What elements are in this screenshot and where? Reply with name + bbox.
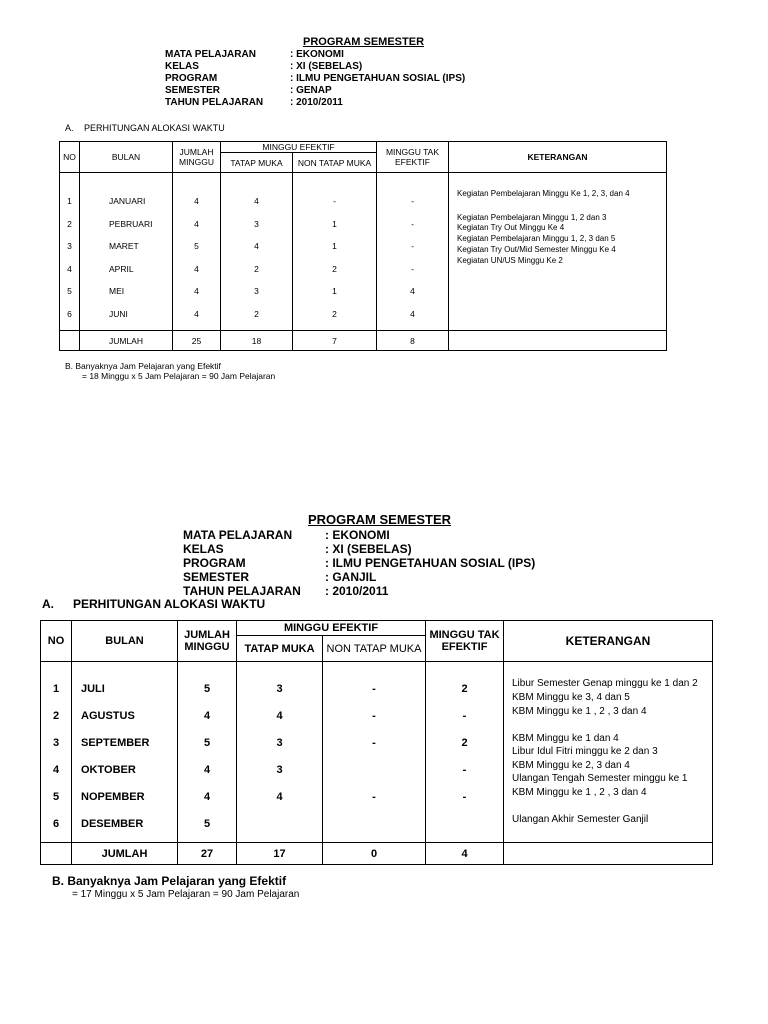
- meta-label: TAHUN PELAJARAN: [183, 584, 301, 598]
- cell-no: 2: [67, 218, 72, 229]
- meta-value: : 2010/2011: [325, 584, 389, 598]
- cell-jumlah: 5: [203, 682, 211, 695]
- col-tak-efektif: [426, 662, 504, 843]
- keterangan-text: Ulangan Tengah Semester minggu ke 1: [512, 773, 688, 784]
- note-formula: = 18 Minggu x 5 Jam Pelajaran = 90 Jam Pelajaran: [82, 371, 276, 381]
- header-line: JUMLAH: [179, 147, 214, 157]
- heading-text: PERHITUNGAN ALOKASI WAKTU: [73, 597, 266, 611]
- meta-label: PROGRAM: [183, 556, 246, 570]
- header-tatap-muka: TATAP MUKA: [221, 153, 293, 173]
- header-no: NO: [60, 142, 80, 173]
- cell-bulan: JANUARI: [109, 196, 146, 206]
- header-keterangan: KETERANGAN: [449, 142, 667, 173]
- meta-value: : EKONOMI: [290, 49, 344, 60]
- heading-letter: A.: [42, 597, 54, 611]
- meta-row: [165, 73, 465, 85]
- cell-non: 1: [332, 286, 337, 296]
- meta-row: [183, 570, 535, 584]
- cell-jumlah: 5: [203, 736, 211, 749]
- cell-tak: -: [462, 790, 467, 803]
- meta-value: : ILMU PENGETAHUAN SOSIAL (IPS): [290, 73, 466, 84]
- section-heading: [42, 597, 265, 611]
- cell-no: 1: [67, 196, 72, 206]
- meta-label: MATA PELAJARAN: [165, 49, 256, 60]
- keterangan-text: Kegiatan Pembelajaran Minggu Ke 1, 2, 3, dan 4: [457, 189, 630, 198]
- header-bulan: BULAN: [72, 621, 178, 662]
- col-keterangan: [449, 173, 667, 331]
- meta-block: [183, 528, 535, 598]
- cell-non: 2: [332, 308, 337, 319]
- cell-non: [323, 756, 425, 783]
- alokasi-waktu-table: [59, 141, 667, 351]
- cell-bulan: SEPTEMBER: [81, 736, 150, 749]
- total-label: JUMLAH: [80, 331, 173, 351]
- total-no: [60, 331, 80, 351]
- cell-tatap: 3: [254, 218, 259, 229]
- cell-no: 3: [52, 736, 60, 749]
- heading-text: PERHITUNGAN ALOKASI WAKTU: [84, 123, 225, 133]
- col-bulan: [72, 662, 178, 843]
- meta-block: [165, 49, 465, 109]
- meta-label: SEMESTER: [183, 570, 250, 584]
- cell-non: -: [372, 736, 376, 749]
- meta-row: [183, 584, 535, 598]
- header-line: MINGGU: [179, 157, 214, 167]
- total-jumlah: 27: [178, 843, 237, 865]
- cell-no: 5: [52, 790, 60, 803]
- cell-tak: 2: [461, 682, 468, 695]
- note-line: B. Banyaknya Jam Pelajaran yang Efektif: [52, 874, 287, 888]
- cell-tatap: 2: [254, 308, 259, 319]
- header-no: NO: [41, 621, 72, 662]
- keterangan-text: Kegiatan Pembelajaran Minggu 1, 2, 3 dan 5: [457, 234, 616, 243]
- cell-tak: -: [462, 709, 467, 722]
- meta-value: : 2010/2011: [290, 97, 343, 108]
- cell-bulan: AGUSTUS: [81, 709, 135, 722]
- cell-tatap: 2: [254, 263, 259, 274]
- total-tatap: 17: [237, 843, 323, 865]
- cell-tak: 4: [410, 286, 415, 296]
- header-minggu-tak-efektif: [426, 621, 504, 662]
- col-tatap-muka: [237, 662, 323, 843]
- meta-value: : GANJIL: [325, 570, 377, 584]
- cell-non: -: [372, 790, 376, 803]
- keterangan-text: Kegiatan Pembelajaran Minggu 1, 2 dan 3: [457, 213, 607, 222]
- meta-value: : ILMU PENGETAHUAN SOSIAL (IPS): [325, 556, 536, 570]
- keterangan-text: KBM Minggu ke 1 , 2 , 3 dan 4: [512, 706, 647, 717]
- cell-jumlah: 4: [203, 763, 211, 776]
- cell-bulan: PEBRUARI: [109, 218, 153, 229]
- header-jumlah-minggu: [178, 621, 237, 662]
- page-title: PROGRAM SEMESTER: [308, 512, 452, 527]
- cell-jumlah: 4: [194, 286, 199, 296]
- total-jumlah: 25: [173, 331, 221, 351]
- header-bulan: BULAN: [80, 142, 173, 173]
- header-minggu-efektif: MINGGU EFEKTIF: [237, 621, 426, 636]
- header-minggu-tak-efektif: [377, 142, 449, 173]
- col-tatap-muka: [221, 173, 293, 331]
- meta-row: [165, 49, 465, 61]
- cell-no: 5: [67, 286, 72, 296]
- meta-value: : GENAP: [290, 85, 332, 96]
- meta-label: TAHUN PELAJARAN: [165, 97, 264, 108]
- cell-tak: -: [411, 241, 414, 251]
- meta-row: [183, 528, 535, 542]
- cell-bulan: APRIL: [109, 263, 134, 274]
- header-line: EFEKTIF: [395, 157, 430, 167]
- cell-tak: -: [462, 763, 467, 776]
- cell-tak: -: [411, 263, 414, 274]
- cell-non: [323, 810, 425, 837]
- keterangan-text: Libur Semester Genap minggu ke 1 dan 2: [512, 678, 698, 689]
- header-line: JUMLAH: [184, 629, 230, 641]
- header-minggu-efektif: MINGGU EFEKTIF: [221, 142, 377, 153]
- meta-label: KELAS: [183, 542, 224, 556]
- cell-tatap: 3: [254, 286, 259, 296]
- total-tak: 4: [426, 843, 504, 865]
- page-title: PROGRAM SEMESTER: [303, 36, 425, 48]
- cell-bulan: MARET: [109, 241, 139, 251]
- cell-bulan: JULI: [81, 682, 105, 695]
- cell-no: 1: [52, 682, 60, 695]
- cell-tak: [426, 810, 503, 837]
- cell-tatap: 4: [254, 196, 259, 206]
- cell-tak: 4: [410, 308, 415, 319]
- header-non-tatap-muka: NON TATAP MUKA: [293, 153, 377, 173]
- keterangan-text: Libur Idul Fitri minggu ke 2 dan 3: [512, 746, 658, 757]
- meta-label: PROGRAM: [165, 73, 218, 84]
- col-non-tatap-muka: [293, 173, 377, 331]
- col-no: [60, 173, 80, 331]
- cell-tatap: 3: [276, 736, 283, 749]
- total-tak: 8: [377, 331, 449, 351]
- cell-tatap: 3: [276, 682, 283, 695]
- cell-tatap: 4: [276, 709, 283, 722]
- header-non-tatap-muka: NON TATAP MUKA: [323, 636, 426, 662]
- meta-value: : XI (SEBELAS): [290, 61, 363, 72]
- meta-label: SEMESTER: [165, 85, 221, 96]
- total-keterangan: [504, 843, 713, 865]
- total-tatap: 18: [221, 331, 293, 351]
- cell-no: 4: [52, 763, 60, 776]
- total-non: 0: [323, 843, 426, 865]
- keterangan-text: Kegiatan Try Out Minggu Ke 4: [457, 223, 565, 232]
- cell-non: -: [372, 682, 376, 695]
- keterangan-text: Kegiatan UN/US Minggu Ke 2: [457, 256, 563, 265]
- cell-tatap: 4: [254, 241, 259, 251]
- col-no: [41, 662, 72, 843]
- cell-non: 1: [332, 218, 337, 229]
- cell-tatap: [237, 810, 322, 837]
- col-jumlah: [178, 662, 237, 843]
- total-non: 7: [293, 331, 377, 351]
- meta-value: : EKONOMI: [325, 528, 390, 542]
- meta-row: [183, 542, 535, 556]
- col-bulan: [80, 173, 173, 331]
- meta-row: [165, 85, 465, 97]
- cell-tatap: 4: [276, 790, 283, 803]
- cell-tak: -: [411, 196, 414, 206]
- cell-bulan: MEI: [109, 286, 125, 296]
- cell-jumlah: 4: [194, 218, 199, 229]
- keterangan-text: KBM Minggu ke 3, 4 dan 5: [512, 692, 630, 703]
- cell-no: 2: [52, 709, 60, 722]
- cell-no: 4: [67, 263, 72, 274]
- alokasi-waktu-table: [40, 620, 713, 865]
- keterangan-text: Kegiatan Try Out/Mid Semester Minggu Ke 4: [457, 245, 616, 254]
- cell-no: 3: [67, 241, 72, 251]
- cell-jumlah: 4: [194, 196, 199, 206]
- header-keterangan: KETERANGAN: [504, 621, 713, 662]
- cell-bulan: NOPEMBER: [81, 790, 145, 803]
- section-heading: [65, 123, 225, 133]
- header-line: EFEKTIF: [441, 641, 488, 653]
- cell-bulan: JUNI: [109, 308, 128, 319]
- total-no: [41, 843, 72, 865]
- cell-bulan: DESEMBER: [81, 817, 144, 830]
- cell-jumlah: 4: [203, 709, 211, 722]
- header-tatap-muka: TATAP MUKA: [237, 636, 323, 662]
- meta-row: [183, 556, 535, 570]
- cell-tatap: 3: [276, 763, 283, 776]
- cell-jumlah: 4: [194, 263, 199, 274]
- header-line: MINGGU TAK: [429, 629, 500, 641]
- header-line: MINGGU: [184, 641, 230, 653]
- col-tak-efektif: [377, 173, 449, 331]
- keterangan-text: Ulangan Akhir Semester Ganjil: [512, 814, 649, 825]
- total-label: JUMLAH: [72, 843, 178, 865]
- meta-value: : XI (SEBELAS): [325, 542, 412, 556]
- note-formula: = 17 Minggu x 5 Jam Pelajaran = 90 Jam Pelajaran: [72, 889, 300, 900]
- keterangan-text: KBM Minggu ke 2, 3 dan 4: [512, 760, 630, 771]
- keterangan-text: KBM Minggu ke 1 , 2 , 3 dan 4: [512, 787, 647, 798]
- meta-label: MATA PELAJARAN: [183, 528, 293, 542]
- meta-row: [165, 61, 465, 73]
- cell-tak: 2: [461, 736, 468, 749]
- header-line: MINGGU TAK: [385, 147, 440, 157]
- col-non-tatap-muka: [323, 662, 426, 843]
- cell-jumlah: 5: [203, 817, 211, 830]
- header-jumlah-minggu: [173, 142, 221, 173]
- heading-letter: A.: [65, 123, 74, 133]
- cell-non: 2: [332, 263, 337, 274]
- total-keterangan: [449, 331, 667, 351]
- col-keterangan: [504, 662, 713, 843]
- keterangan-text: KBM Minggu ke 1 dan 4: [512, 733, 619, 744]
- note-line: B. Banyaknya Jam Pelajaran yang Efektif: [65, 361, 221, 371]
- cell-jumlah: 4: [194, 308, 199, 319]
- cell-no: 6: [67, 308, 72, 319]
- cell-non: 1: [332, 241, 337, 251]
- meta-label: KELAS: [165, 61, 199, 72]
- cell-non: -: [372, 709, 376, 722]
- cell-tak: -: [411, 218, 414, 229]
- cell-jumlah: 4: [203, 790, 211, 803]
- cell-no: 6: [52, 817, 60, 830]
- cell-bulan: OKTOBER: [81, 763, 136, 776]
- cell-jumlah: 5: [194, 241, 199, 251]
- col-jumlah: [173, 173, 221, 331]
- meta-row: [165, 97, 465, 109]
- cell-non: -: [333, 196, 336, 206]
